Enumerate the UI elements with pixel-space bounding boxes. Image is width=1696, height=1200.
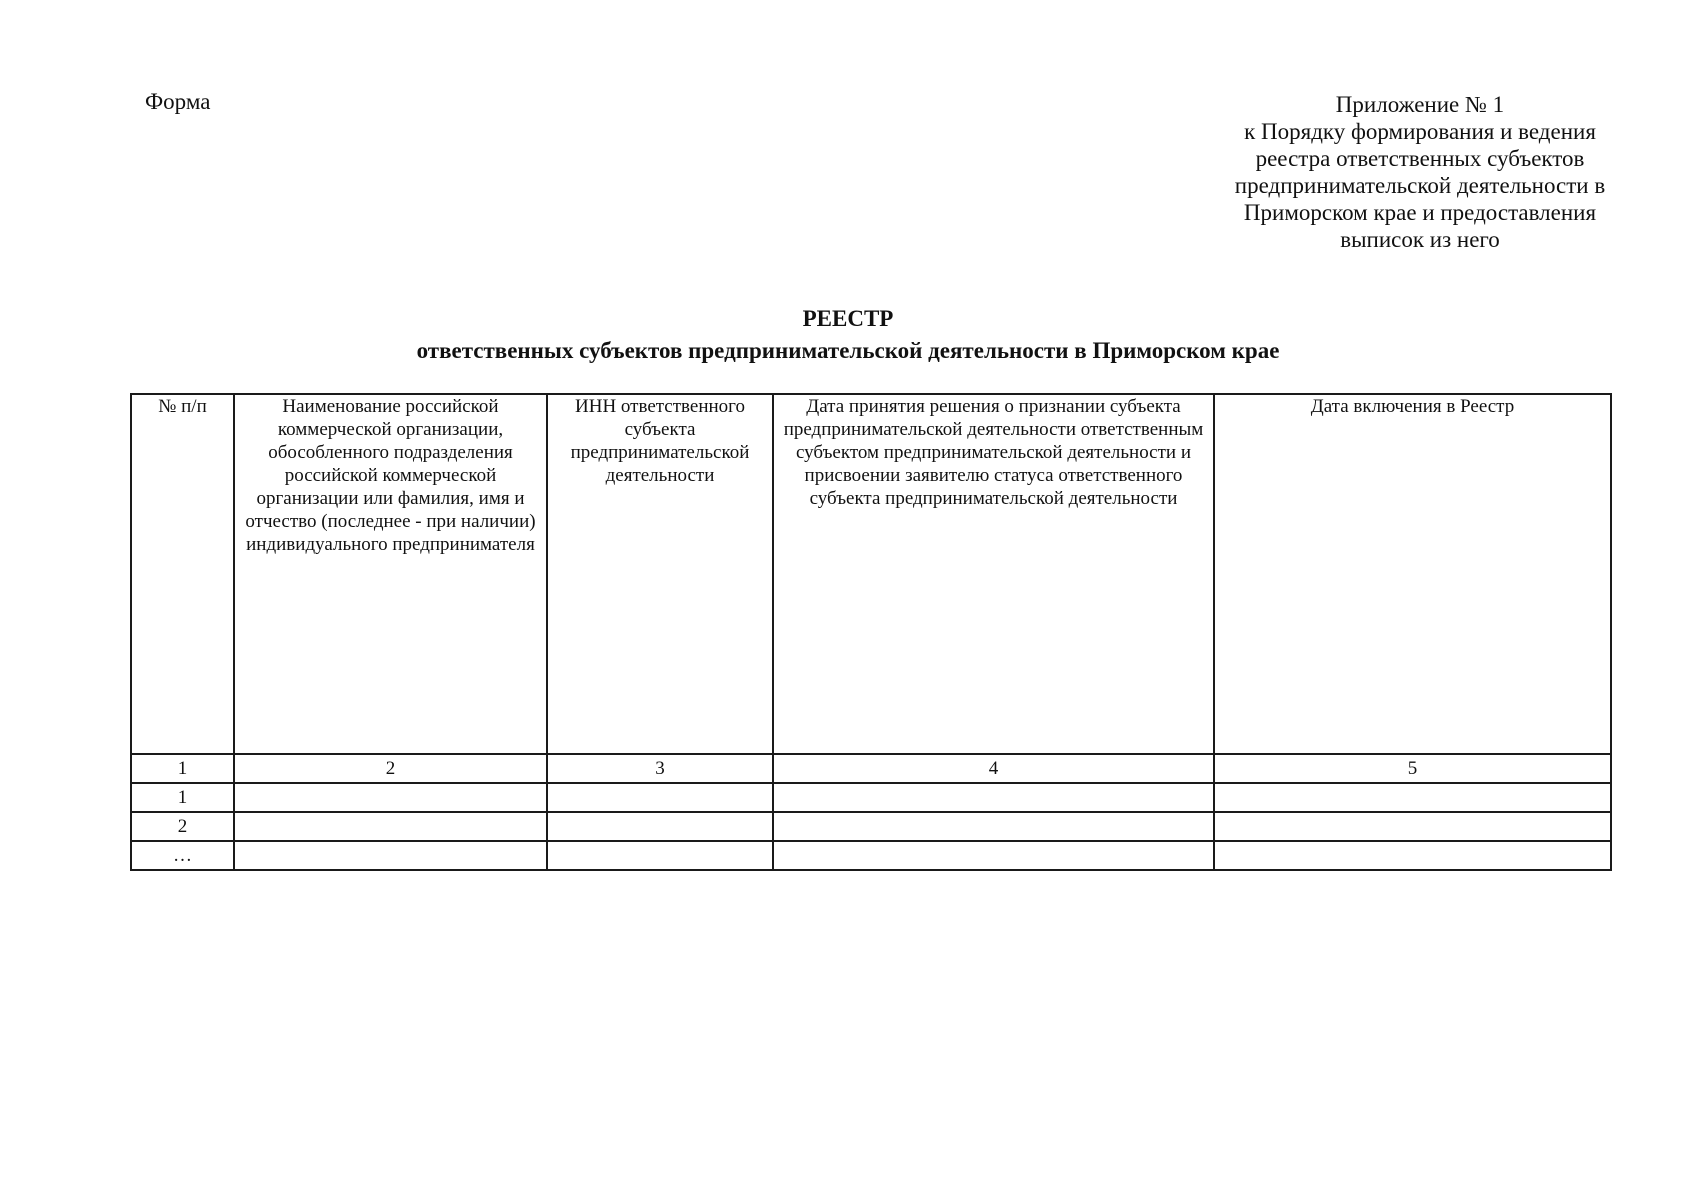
table-cell <box>773 812 1214 841</box>
document-title: РЕЕСТР <box>802 306 894 331</box>
table-cell: … <box>131 841 234 870</box>
appendix-line: выписок из него <box>1340 227 1500 252</box>
column-numbers-row <box>131 754 1611 783</box>
appendix-line: Приложение № 1 <box>1335 92 1505 117</box>
table-row <box>131 783 1611 812</box>
table-cell <box>1214 812 1611 841</box>
column-number: 4 <box>773 754 1214 783</box>
table-cell <box>547 783 773 812</box>
column-header-name: Наименование российской коммерческой организации, обособленного подразделения российской коммерческой организации или фамилия, имя и отчество (последнее - при наличии) индивидуального предпринимателя <box>234 394 547 754</box>
table-cell <box>234 783 547 812</box>
table-row <box>131 812 1611 841</box>
appendix-line: предпринимательской деятельности в <box>1234 173 1606 198</box>
column-number: 3 <box>547 754 773 783</box>
registry-table <box>130 393 1612 871</box>
appendix-line: реестра ответственных субъектов <box>1255 146 1585 171</box>
table-cell <box>773 841 1214 870</box>
column-header-number: № п/п <box>131 394 234 754</box>
column-number: 5 <box>1214 754 1611 783</box>
column-header-inclusion-date: Дата включения в Реестр <box>1214 394 1611 754</box>
table-cell <box>1214 841 1611 870</box>
table-cell <box>234 841 547 870</box>
table-cell: 1 <box>131 783 234 812</box>
document-subtitle: ответственных субъектов предпринимательской деятельности в Приморском крае <box>416 338 1280 363</box>
column-number: 2 <box>234 754 547 783</box>
column-header-decision-date: Дата принятия решения о признании субъекта предпринимательской деятельности ответственным субъектом предпринимательской деятельности и присвоении заявителю статуса ответственного субъекта предпринимательской деятельности <box>773 394 1214 754</box>
column-header-inn: ИНН ответственного субъекта предпринимательской деятельности <box>547 394 773 754</box>
form-label: Форма <box>145 89 211 114</box>
table-cell <box>547 841 773 870</box>
table-cell <box>234 812 547 841</box>
table-cell <box>773 783 1214 812</box>
table-header-row <box>131 394 1611 754</box>
table-cell <box>547 812 773 841</box>
appendix-note <box>1200 91 1640 253</box>
appendix-line: Приморском крае и предоставления <box>1243 200 1597 225</box>
table-cell <box>1214 783 1611 812</box>
column-number: 1 <box>131 754 234 783</box>
table-row <box>131 841 1611 870</box>
appendix-line: к Порядку формирования и ведения <box>1244 119 1596 144</box>
table-cell: 2 <box>131 812 234 841</box>
